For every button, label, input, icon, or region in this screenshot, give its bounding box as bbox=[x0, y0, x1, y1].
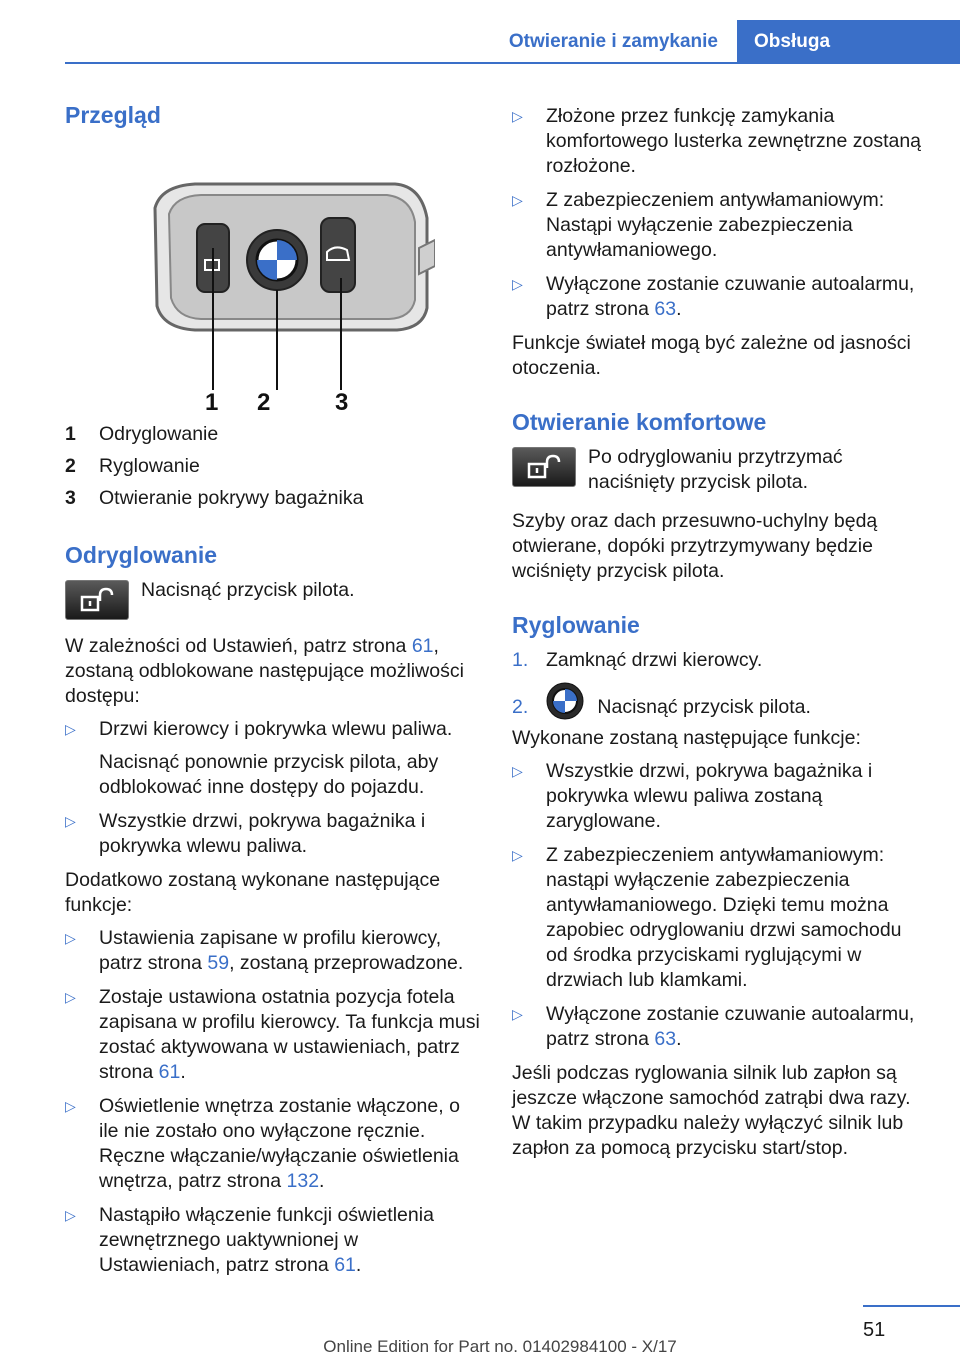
legend-text: Otwieranie pokrywy bagażnika bbox=[99, 486, 364, 509]
list-item-text: Wszystkie drzwi, pokrywa bagażnika i pokrywka wlewu paliwa. bbox=[99, 810, 426, 857]
access-list bbox=[65, 717, 483, 859]
list-item-subtext: Nacisnąć ponownie przycisk pilota, aby odblokować inne dostępy do pojazdu. bbox=[99, 751, 439, 798]
page-link[interactable]: 59 bbox=[207, 952, 230, 974]
text-run: Wyłączone zostanie czuwanie autoalarmu, patrz strona bbox=[546, 1003, 915, 1050]
key-fob-illustration bbox=[135, 178, 435, 410]
list-item bbox=[512, 104, 928, 179]
text-run: Zostaje ustawiona ostatnia pozycja fotela zapisana w profilu kierowcy. Ta funkcja musi zostać aktywowana w ustawieniach, patrz strona bbox=[99, 986, 480, 1083]
text-run: , zostaną odblokowane następujące możliwości dostępu: bbox=[65, 635, 464, 707]
figure-label-2: 2 bbox=[257, 389, 271, 410]
text-run: Ustawienia zapisane w profilu kierowcy, patrz strona bbox=[99, 927, 442, 974]
legend-item bbox=[65, 482, 483, 514]
lock-functions-list bbox=[512, 759, 928, 1052]
list-item bbox=[512, 843, 928, 993]
text-run: W zależności od Ustawień, patrz strona bbox=[65, 635, 412, 657]
left-column bbox=[65, 96, 483, 1287]
triangle-bullet-icon: ▷ bbox=[512, 763, 523, 779]
unlock-instruction-text: Nacisnąć przycisk pilota. bbox=[141, 579, 355, 601]
header-section-title[interactable]: Otwieranie i zamykanie bbox=[508, 31, 718, 52]
lights-paragraph: Funkcje świateł mogą być zależne od jasności otoczenia. bbox=[512, 332, 911, 379]
right-column bbox=[512, 94, 928, 1161]
text-run: Z zabezpieczeniem antywłamaniowym: nastąpi wyłączenie zabezpieczenia antywłamaniowego. Dzięki temu można zapobiec odryglowaniu drzwi samochodu od środka przyciskami ryglującymi w drzwiach lub klamkami. bbox=[546, 844, 902, 991]
continued-list bbox=[512, 104, 928, 322]
comfort-opening-heading: Otwieranie komfortowe bbox=[512, 409, 767, 435]
text-run: . bbox=[355, 1254, 362, 1276]
step-number: 1. bbox=[512, 649, 529, 671]
lock-functions-paragraph: Wykonane zostaną następujące funkcje: bbox=[512, 727, 861, 749]
footer-edition: Online Edition for Part no. 01402984100 - X/17 bbox=[323, 1337, 677, 1356]
triangle-bullet-icon: ▷ bbox=[65, 1098, 76, 1114]
list-item bbox=[512, 1002, 928, 1052]
list-item bbox=[65, 1203, 483, 1278]
list-item bbox=[512, 188, 928, 263]
legend-number: 2 bbox=[65, 454, 76, 477]
triangle-bullet-icon: ▷ bbox=[65, 989, 76, 1005]
text-run: Wszystkie drzwi, pokrywa bagażnika i pokrywka wlewu paliwa zostaną zaryglowane. bbox=[546, 760, 873, 832]
header-chapter-tab[interactable]: Obsługa bbox=[737, 20, 960, 64]
step-text: Nacisnąć przycisk pilota. bbox=[597, 696, 811, 718]
list-item bbox=[65, 809, 483, 859]
bmw-logo-button-icon bbox=[546, 682, 584, 720]
lock-heading: Ryglowanie bbox=[512, 612, 640, 638]
list-item bbox=[512, 759, 928, 834]
comfort-instruction bbox=[512, 445, 928, 495]
triangle-bullet-icon: ▷ bbox=[512, 847, 523, 863]
page-link[interactable]: 61 bbox=[411, 635, 434, 657]
triangle-bullet-icon: ▷ bbox=[65, 813, 76, 829]
step-text: Zamknąć drzwi kierowcy. bbox=[546, 649, 763, 671]
text-run: , zostaną przeprowadzone. bbox=[229, 952, 464, 974]
text-run: . bbox=[180, 1061, 186, 1083]
page-number: 51 bbox=[863, 1319, 886, 1341]
unlock-button-icon bbox=[65, 580, 129, 620]
step-number: 2. bbox=[512, 696, 529, 718]
text-run: . bbox=[676, 1028, 682, 1050]
text-run: Oświetlenie wnętrza zostanie włączone, o ile nie zostało ono wyłączone ręcznie. Ręczne włączanie/wyłączanie oświetlenia wnętrza, patrz strona bbox=[99, 1095, 460, 1192]
overview-heading: Przegląd bbox=[65, 102, 161, 128]
step-item bbox=[512, 648, 928, 673]
triangle-bullet-icon: ▷ bbox=[512, 276, 523, 292]
unlock-heading: Odryglowanie bbox=[65, 542, 218, 568]
lock-steps bbox=[512, 648, 928, 720]
text-run: Wyłączone zostanie czuwanie autoalarmu, patrz strona bbox=[546, 273, 915, 320]
list-item bbox=[65, 717, 483, 800]
comfort-paragraph: Szyby oraz dach przesuwno-uchylny będą otwierane, dopóki przytrzymywany będzie wciśnięty przycisk pilota. bbox=[512, 510, 878, 582]
unlock-button-icon bbox=[512, 447, 576, 487]
figure-label-1: 1 bbox=[205, 389, 219, 410]
unlock-instruction bbox=[65, 578, 483, 620]
list-item bbox=[65, 985, 483, 1085]
legend-item bbox=[65, 450, 483, 482]
text-run: . bbox=[319, 1170, 325, 1192]
functions-list bbox=[65, 926, 483, 1278]
list-item bbox=[512, 272, 928, 322]
legend-text: Ryglowanie bbox=[99, 454, 200, 477]
triangle-bullet-icon: ▷ bbox=[512, 108, 523, 124]
page-header bbox=[0, 0, 960, 62]
final-paragraph: Jeśli podczas ryglowania silnik lub zapłon są jeszcze włączone samochód zatrąbi dwa razy. W takim przypadku należy wyłączyć silnik lub zapłon za pomocą przycisku start/stop. bbox=[512, 1062, 911, 1159]
list-item bbox=[65, 1094, 483, 1194]
footer-divider bbox=[863, 1305, 960, 1307]
text-run: Złożone przez funkcję zamykania komfortowego lusterka zewnętrzne zostaną rozłożone. bbox=[546, 105, 922, 177]
triangle-bullet-icon: ▷ bbox=[65, 1207, 76, 1223]
header-divider bbox=[65, 62, 960, 64]
triangle-bullet-icon: ▷ bbox=[65, 930, 76, 946]
figure-label-3: 3 bbox=[335, 389, 349, 410]
page-link[interactable]: 61 bbox=[158, 1061, 181, 1083]
unlock-paragraph bbox=[65, 634, 483, 709]
legend-number: 3 bbox=[65, 486, 76, 509]
text-run: Z zabezpieczeniem antywłamaniowym: Nastąpi wyłączenie zabezpieczenia antywłamaniowego. bbox=[546, 189, 885, 261]
page-link[interactable]: 132 bbox=[286, 1170, 320, 1192]
legend-item bbox=[65, 418, 483, 450]
figure-legend bbox=[65, 418, 483, 514]
legend-number: 1 bbox=[65, 422, 76, 445]
page-link[interactable]: 63 bbox=[654, 1028, 677, 1050]
extra-functions-paragraph: Dodatkowo zostaną wykonane następujące funkcje: bbox=[65, 869, 441, 916]
page-link[interactable]: 61 bbox=[334, 1254, 356, 1276]
triangle-bullet-icon: ▷ bbox=[512, 192, 523, 208]
text-run: . bbox=[676, 298, 682, 320]
comfort-instruction-text: Po odryglowaniu przytrzymać naciśnięty przycisk pilota. bbox=[588, 446, 843, 493]
list-item bbox=[65, 926, 483, 976]
triangle-bullet-icon: ▷ bbox=[512, 1006, 523, 1022]
legend-text: Odryglowanie bbox=[99, 422, 219, 445]
text-run: Nastąpiło włączenie funkcji oświetlenia zewnętrznego uaktywnionej w Ustawieniach, patrz strona bbox=[99, 1204, 434, 1276]
triangle-bullet-icon: ▷ bbox=[65, 721, 76, 737]
step-item bbox=[512, 695, 928, 720]
page-link[interactable]: 63 bbox=[654, 298, 677, 320]
list-item-text: Drzwi kierowcy i pokrywka wlewu paliwa. bbox=[99, 718, 453, 740]
